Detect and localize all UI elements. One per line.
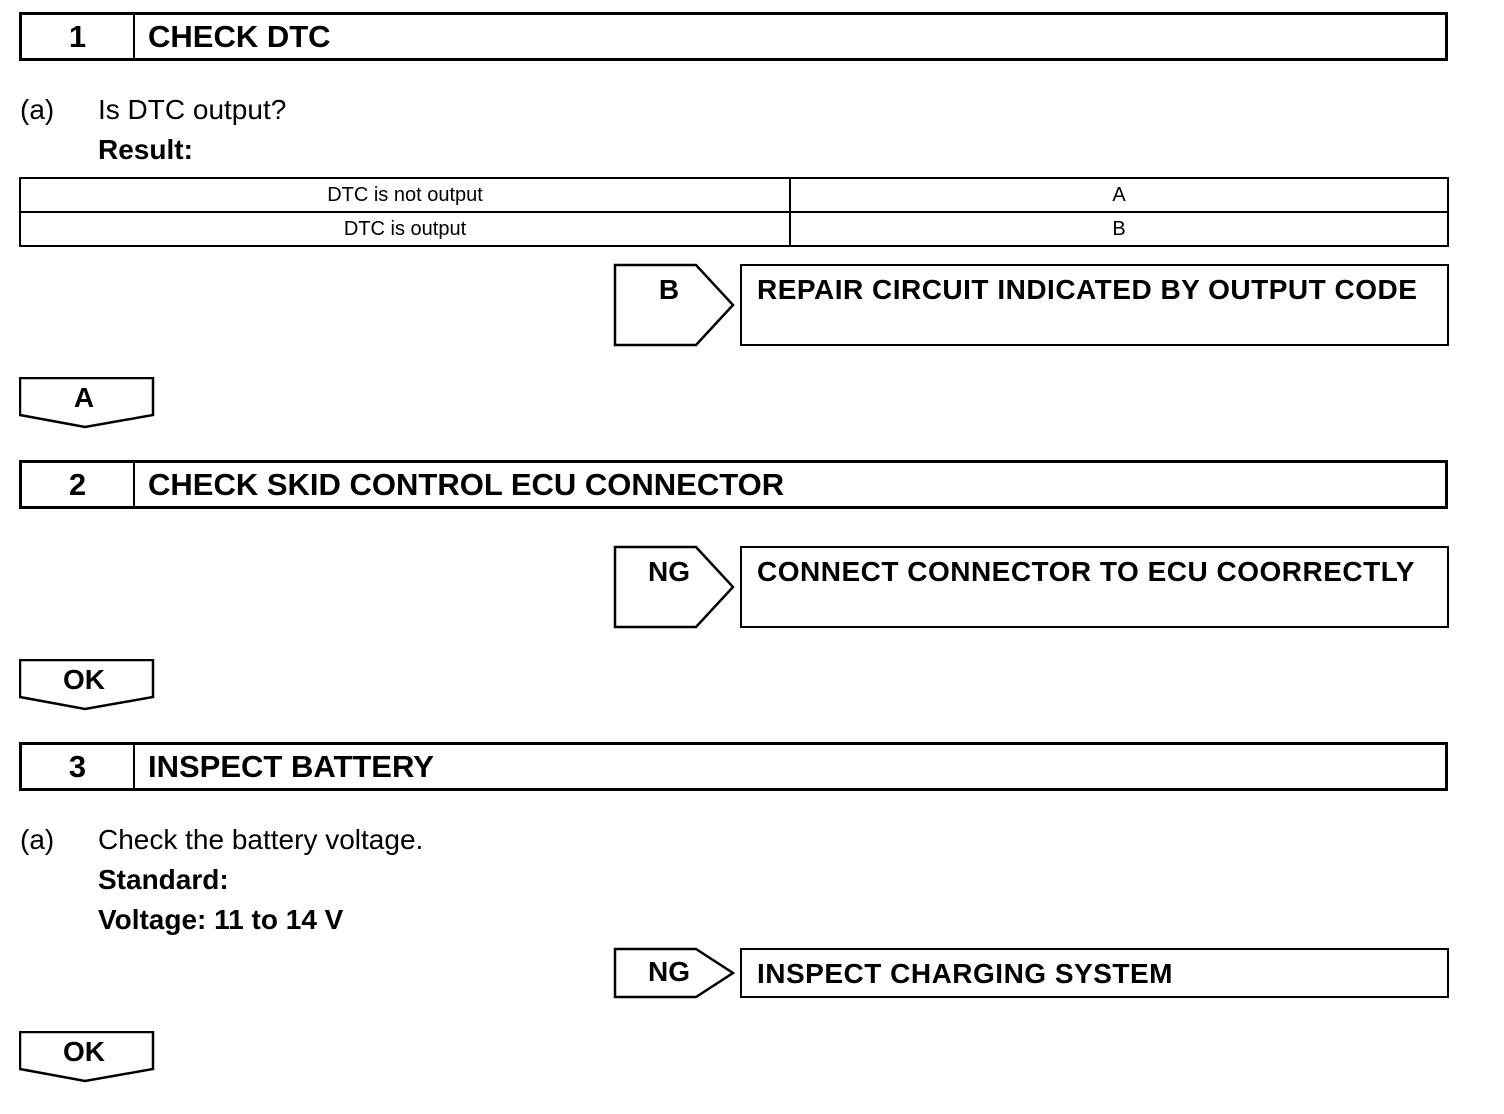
step-number: 1 [22, 15, 135, 58]
step-title: INSPECT BATTERY [148, 748, 434, 784]
action-text: INSPECT CHARGING SYSTEM [757, 958, 1173, 989]
table-cell-condition: DTC is output [20, 212, 790, 246]
next-code: OK [63, 664, 105, 695]
result-label: Result: [98, 134, 193, 165]
branch-code: NG [648, 956, 690, 987]
instruction-text: Check the battery voltage. [98, 824, 424, 855]
step-3-instruction [20, 820, 620, 940]
branch-code: B [658, 274, 680, 305]
table-cell-code: A [790, 178, 1448, 212]
step-title: CHECK DTC [148, 18, 331, 54]
action-box [740, 546, 1449, 628]
table-row [20, 212, 1448, 246]
step-1-question [20, 90, 620, 170]
step-2-header [19, 460, 1448, 509]
step-number: 3 [22, 745, 135, 788]
next-arrow-a [19, 377, 155, 429]
step-number: 2 [22, 463, 135, 506]
next-code: A [73, 382, 95, 413]
next-arrow-ok [19, 1031, 155, 1083]
standard-value: Voltage: 11 to 14 V [98, 904, 344, 935]
next-arrow-ok [19, 659, 155, 711]
action-text: REPAIR CIRCUIT INDICATED BY OUTPUT CODE [757, 274, 1418, 305]
table-cell-condition: DTC is not output [20, 178, 790, 212]
action-text: CONNECT CONNECTOR TO ECU COORRECTLY [757, 556, 1415, 587]
step-3-header [19, 742, 1448, 791]
result-table [19, 177, 1449, 247]
table-cell-code: B [790, 212, 1448, 246]
action-box [740, 948, 1449, 998]
branch-code: NG [648, 556, 690, 587]
question-text: Is DTC output? [98, 94, 287, 125]
para-label: (a) [20, 824, 55, 855]
standard-label: Standard: [98, 864, 229, 895]
step-1-header [19, 12, 1448, 61]
table-row [20, 178, 1448, 212]
action-box [740, 264, 1449, 346]
step-title: CHECK SKID CONTROL ECU CONNECTOR [148, 466, 785, 502]
para-label: (a) [20, 94, 55, 125]
next-code: OK [63, 1036, 105, 1067]
